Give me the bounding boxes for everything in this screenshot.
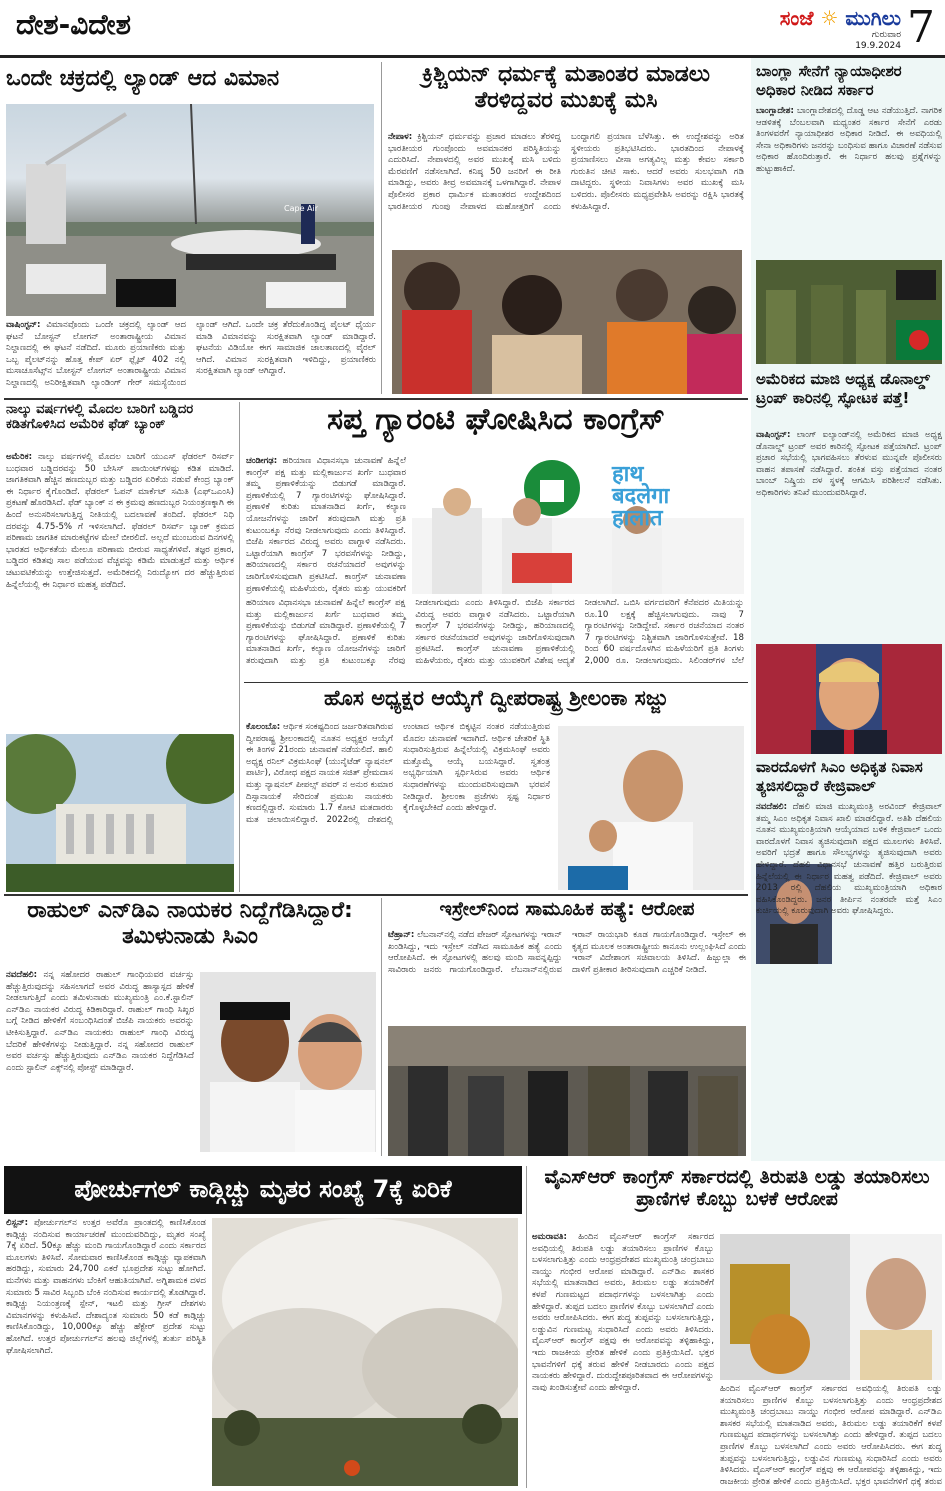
guarantee-body-left [246, 456, 406, 594]
plane-photo [6, 104, 374, 316]
trump-headline: ಅಮೆರಿಕದ ಮಾಜಿ ಅಧ್ಯಕ್ಷ ಡೊನಾಲ್ಡ್ ಟ್ರಂಪ್ ಕಾರಿನಲ್ಲಿ ಸ್ಫೋಟಕ ಪತ್ತೆ! [756, 370, 930, 407]
israel-text: ಲೆಬನಾನ್‌ನಲ್ಲಿ ನಡೆದ ಪೇಜರ್ ಸ್ಫೋಟಗಳನ್ನು ಇರಾನ್ ಖಂಡಿಸಿದ್ದು, ಇದು ಇಸ್ರೇಲ್ ನಡೆಸಿದ ಸಾಮೂಹಿಕ ಹತ್ಯೆ ಎಂದು ಆರೋಪಿಸಿದೆ. ಈ ಸ್ಫೋಟಗಳಲ್ಲಿ ಹಲವು ಮಂದಿ ಸಾವನ್ನಪ್ಪಿದ್ದು ಸಾವಿರಾರು ಜನರು ಗಾಯಗೊಂಡಿದ್ದಾರೆ. ಲೆಬನಾನ್‌ನಲ್ಲಿರುವ ಇರಾನ್ ರಾಯಭಾರಿ ಕೂಡ ಗಾಯಗೊಂಡಿದ್ದಾರೆ. ಇಸ್ರೇಲ್ ಈ ಕೃತ್ಯದ ಮೂಲಕ ಅಂತಾರಾಷ್ಟ್ರೀಯ ಕಾನೂನು ಉಲ್ಲಂಘಿಸಿದೆ ಎಂದು ಇರಾನ್ ವಿದೇಶಾಂಗ ಸಚಿವಾಲಯ ತಿಳಿಸಿದೆ. ಹಿಜ್ಬುಲ್ಲಾ ಈ ದಾಳಿಗೆ ಪ್ರತೀಕಾರ ತೀರಿಸುವುದಾಗಿ ಎಚ್ಚರಿಕೆ ನೀಡಿದೆ. [388, 930, 746, 975]
wildfire-photo [212, 1218, 518, 1486]
israel-body [388, 930, 746, 1022]
congress-banner-text [612, 464, 669, 530]
issue-day: ಗುರುವಾರ [871, 30, 901, 40]
bangla-headline-box [756, 62, 942, 104]
srilanka-headline: ಹೊಸ ಅಧ್ಯಕ್ಷರ ಆಯ್ಕೆಗೆ ದ್ವೀಪರಾಷ್ಟ್ರ ಶ್ರೀಲಂಕಾ ಸಜ್ಜು [323, 686, 669, 710]
trump-photo [756, 644, 942, 754]
trump-headline-box [756, 370, 942, 428]
rahul-headline-box [6, 898, 374, 968]
trump-dateline: ವಾಷಿಂಗ್ಟನ್: [756, 430, 791, 440]
section-rule [244, 682, 748, 683]
portugal-headline-box [4, 1166, 522, 1214]
fed-building-photo [6, 734, 234, 892]
fed-headline-box [6, 402, 234, 450]
column-rule [239, 402, 240, 892]
stalin-rahul-photo [200, 972, 376, 1152]
guarantee-body-lower [246, 598, 744, 678]
tirupati-headline: ವೈಎಸ್‌ಆರ್ ಕಾಂಗ್ರೆಸ್ ಸರ್ಕಾರದಲ್ಲಿ ತಿರುಪತಿ ಲಡ್ಡು ತಯಾರಿಸಲು ಪ್ರಾಣಿಗಳ ಕೊಬ್ಬು ಬಳಕೆ ಆರೋಪ [544, 1166, 930, 1211]
plane-body [6, 320, 376, 392]
bangla-headline: ಬಾಂಗ್ಲಾ ಸೇನೆಗೆ ನ್ಯಾಯಾಧೀಶರ ಅಧಿಕಾರ ನೀಡಿದ ಸರ್ಕಾರ [756, 62, 902, 99]
brand-name-b: ಮುಗಿಲು [845, 6, 901, 30]
section-rule [4, 398, 748, 400]
guarantee-headline-box [246, 402, 746, 454]
fed-headline: ನಾಲ್ಕು ವರ್ಷಗಳಲ್ಲಿ ಮೊದಲ ಬಾರಿಗೆ ಬಡ್ಡಿದರ ಕಡಿತಗೊಳಿಸಿದ ಅಮೆರಿಕ ಫೆಡ್ ಬ್ಯಾಂಕ್ [6, 402, 194, 433]
kejri-headline-box [756, 758, 942, 800]
section-title: ದೇಶ-ವಿದೇಶ [16, 8, 131, 41]
christian-dateline: ನೇಪಾಳ: [388, 132, 413, 142]
tirupati-body-lower [720, 1384, 942, 1488]
page-number: 7 [907, 2, 935, 53]
guarantee-headline: ಸಪ್ತ ಗ್ಯಾರಂಟಿ ಘೋಷಿಸಿದ ಕಾಂಗ್ರೆಸ್ [327, 402, 665, 437]
portugal-body [6, 1218, 206, 1486]
christian-body [388, 132, 744, 248]
lebanon-blast-photo [388, 1026, 746, 1156]
nepal-protest-photo [392, 250, 742, 394]
guarantee-text: ಹರಿಯಾಣ ವಿಧಾನಸಭಾ ಚುನಾವಣೆ ಹಿನ್ನೆಲೆ ಕಾಂಗ್ರೆಸ್ ಪಕ್ಷ ಮತ್ತು ಮಲ್ಲಿಕಾರ್ಜುನ ಖರ್ಗೆ ಬುಧವಾರ ತಮ್ಮ ಪ್ರಣಾಳಿಕೆಯನ್ನು ಬಿಡುಗಡೆ ಮಾಡಿದ್ದಾರೆ. ಪ್ರಣಾಳಿಕೆಯಲ್ಲಿ 7 ಗ್ಯಾರಂಟಿಗಳನ್ನು ಘೋಷಿಸಿದ್ದಾರೆ. ಪ್ರಣಾಳಿಕೆ ಕುರಿತು ಮಾತನಾಡಿದ ಖರ್ಗೆ, ಕಲ್ಯಾಣ ಯೋಜನೆಗಳನ್ನು ಜಾರಿಗೆ ತರುವುದಾಗಿ ಮತ್ತು ಪ್ರತಿ ಕುಟುಂಬಕ್ಕೂ ನೆರವು ನೀಡಲಾಗುವುದು ಎಂದು ತಿಳಿಸಿದ್ದಾರೆ. ಬಿಜೆಪಿ ಸರ್ಕಾರದ ವಿರುದ್ಧ ಅವರು ವಾಗ್ದಾಳಿ ನಡೆಸಿದರು. ಒಟ್ಟಾರೆಯಾಗಿ ಕಾಂಗ್ರೆಸ್ 7 ಭರವಸೆಗಳನ್ನು ನೀಡಿದ್ದು, ಹರಿಯಾಣದಲ್ಲಿ ಸರ್ಕಾರ ರಚನೆಯಾದರೆ ಅವುಗಳನ್ನು ಜಾರಿಗೊಳಿಸುವುದಾಗಿ ಪ್ರಕಟಿಸಿದೆ. ಕಾಂಗ್ರೆಸ್ ಚುನಾವಣಾ ಪ್ರಣಾಳಿಕೆಯಲ್ಲಿ ಮಹಿಳೆಯರು, ರೈತರು ಮತ್ತು ಯುವಕರಿಗೆ [246, 456, 406, 594]
srilanka-headline-box [246, 686, 746, 720]
israel-headline: ಇಸ್ರೇಲ್‌ನಿಂದ ಸಾಮೂಹಿಕ ಹತ್ಯೆ: ಆರೋಪ [439, 898, 695, 920]
section-rule [4, 894, 748, 896]
banner-line-1: हाथ [612, 462, 644, 487]
fed-body [6, 452, 234, 730]
tirupati-text: ಹಿಂದಿನ ವೈಎಸ್‌ಆರ್ ಕಾಂಗ್ರೆಸ್ ಸರ್ಕಾರದ ಅವಧಿಯಲ್ಲಿ ತಿರುಪತಿ ಲಡ್ಡು ತಯಾರಿಸಲು ಪ್ರಾಣಿಗಳ ಕೊಬ್ಬು ಬಳಸಲಾಗುತ್ತಿತ್ತು ಎಂದು ಆಂಧ್ರಪ್ರದೇಶದ ಮುಖ್ಯಮಂತ್ರಿ ಚಂದ್ರಬಾಬು ನಾಯ್ಡು ಗಂಭೀರ ಆರೋಪ ಮಾಡಿದ್ದಾರೆ. ಎನ್‌ಡಿಎ ಶಾಸಕರ ಸಭೆಯಲ್ಲಿ ಮಾತನಾಡಿದ ಅವರು, ತಿರುಮಲ ಲಡ್ಡು ತಯಾರಿಕೆಗೆ ಕಳಪೆ ಗುಣಮಟ್ಟದ ಪದಾರ್ಥಗಳನ್ನು ಬಳಸಲಾಗಿತ್ತು ಎಂದು ಹೇಳಿದ್ದಾರೆ. ತುಪ್ಪದ ಬದಲು ಪ್ರಾಣಿಗಳ ಕೊಬ್ಬು ಬಳಸಲಾಗಿದೆ ಎಂದು ಅವರು ಆರೋಪಿಸಿದರು. ಈಗ ಶುದ್ಧ ತುಪ್ಪವನ್ನು ಬಳಸಲಾಗುತ್ತಿದ್ದು, ಲಡ್ಡುವಿನ ಗುಣಮಟ್ಟ ಸುಧಾರಿಸಿದೆ ಎಂದು ಅವರು ತಿಳಿಸಿದರು. ವೈಎಸ್‌ಆರ್ ಕಾಂಗ್ರೆಸ್ ಪಕ್ಷವು ಈ ಆರೋಪವನ್ನು ತಳ್ಳಿಹಾಕಿದ್ದು, ಇದು ರಾಜಕೀಯ ಪ್ರೇರಿತ ಹೇಳಿಕೆ ಎಂದು ಪ್ರತಿಕ್ರಿಯಿಸಿದೆ. ಭಕ್ತರ ಭಾವನೆಗಳಿಗೆ ಧಕ್ಕೆ ತರುವ ಹೇಳಿಕೆ ನೀಡಬಾರದು ಎಂದು ಪಕ್ಷದ ನಾಯಕರು ಹೇಳಿದ್ದಾರೆ. ದುರುದ್ದೇಶಪೂರಿತವಾದ ಈ ಆರೋಪಗಳನ್ನು ನಾವು ಖಂಡಿಸುತ್ತೇವೆ ಎಂದು ಹೇಳಿದ್ದಾರೆ. [532, 1232, 714, 1393]
portugal-text: ಪೋರ್ಚುಗಲ್‌ನ ಉತ್ತರ ಅವೆರೊ ಪ್ರಾಂತದಲ್ಲಿ ಕಾಣಿಸಿಕೊಂಡ ಕಾಡ್ಗಿಚ್ಚು ನಂದಿಸುವ ಕಾರ್ಯಾಚರಣೆ ಮುಂದುವರಿದಿದ್ದು, ಮೃತರ ಸಂಖ್ಯೆ 7ಕ್ಕೆ ಏರಿದೆ. 50ಕ್ಕೂ ಹೆಚ್ಚು ಮಂದಿ ಗಾಯಗೊಂಡಿದ್ದಾರೆ ಎಂದು ಸರ್ಕಾರದ ಮೂಲಗಳು ತಿಳಿಸಿವೆ. ಸೋಮವಾರ ಕಾಣಿಸಿಕೊಂಡ ಕಾಡ್ಗಿಚ್ಚು ವ್ಯಾಪಕವಾಗಿ ಹರಡಿದ್ದು, ಸುಮಾರು 24,700 ಎಕರೆ ಭೂಪ್ರದೇಶ ಸುಟ್ಟು ಹೋಗಿದೆ. ಮನೆಗಳು ಮತ್ತು ವಾಹನಗಳು ಬೆಂಕಿಗೆ ಆಹುತಿಯಾಗಿವೆ. ಅಗ್ನಿಶಾಮಕ ದಳದ ಸುಮಾರು 5 ಸಾವಿರ ಸಿಬ್ಬಂದಿ ಬೆಂಕಿ ನಂದಿಸುವ ಕಾರ್ಯದಲ್ಲಿ ತೊಡಗಿದ್ದಾರೆ. ಕಾಡ್ಗಿಚ್ಚು ನಿಯಂತ್ರಣಕ್ಕೆ ಸ್ಪೇನ್, ಇಟಲಿ ಮತ್ತು ಗ್ರೀಸ್ ದೇಶಗಳು ವಿಮಾನಗಳನ್ನು ಕಳುಹಿಸಿವೆ. ದೇಶಾದ್ಯಂತ ಸುಮಾರು 50 ಕಡೆ ಕಾಡ್ಗಿಚ್ಚು ಕಾಣಿಸಿಕೊಂಡಿದ್ದು, 10,000ಕ್ಕೂ ಹೆಚ್ಚು ಹೆಕ್ಟೇರ್ ಪ್ರದೇಶ ಸುಟ್ಟು ಹೋಗಿದೆ. ಉತ್ತರ ಪೋರ್ಚುಗಲ್‌ನ ಹಲವು ಜಿಲ್ಲೆಗಳಲ್ಲಿ ತುರ್ತು ಪರಿಸ್ಥಿತಿ ಘೋಷಿಸಲಾಗಿದೆ. [6, 1218, 206, 1356]
portugal-dateline: ಲಿಸ್ಬನ್: [6, 1218, 29, 1228]
christian-text: ಕ್ರಿಶ್ಚಿಯನ್ ಧರ್ಮವನ್ನು ಪ್ರಚಾರ ಮಾಡಲು ತೆರಳಿದ್ದ ಭಾರತೀಯರ ಗುಂಪೊಂದು ಅವಮಾನಕರ ಪರಿಸ್ಥಿತಿಯನ್ನು ಎದುರಿಸಿದೆ. ನೇಪಾಳದಲ್ಲಿ ಅವರ ಮುಖಕ್ಕೆ ಮಸಿ ಬಳಿದು ಮೆರವಣಿಗೆ ನಡೆಸಲಾಗಿದೆ. ಕನಿಷ್ಠ 50 ಜನರಿಗೆ ಈ ರೀತಿ ಮಾಡಿದ್ದು, ಅವರು ತೀವ್ರ ಅವಮಾನಕ್ಕೆ ಒಳಗಾಗಿದ್ದಾರೆ. ನೇಪಾಳ ಪೊಲೀಸರ ಪ್ರಕಾರ ಧಾರ್ಮಿಕ ಮತಾಂತರದ ಉದ್ದೇಶದಿಂದ ಭಾರತೀಯರ ಗುಂಪು ನೇಪಾಳದ ಮಹೋತ್ತರಿಗೆ ಎಂದು ಬಂದ್ದಾಗಲಿ ಪ್ರಯಾಣ ಬೆಳೆಸಿತ್ತು. ಈ ಉದ್ದೇಶವನ್ನು ಅರಿತ ಸ್ಥಳೀಯರು ಪ್ರತಿಭಟಿಸಿದರು. ಭಾರತದಿಂದ ನೇಪಾಳಕ್ಕೆ ಪ್ರಯಾಣಿಸಲು ವೀಸಾ ಅಗತ್ಯವಿಲ್ಲ ಮತ್ತು ಕೇವಲ ಸರ್ಕಾರಿ ಗುರುತಿನ ಚೀಟಿ ಸಾಕು. ಆದರೆ ಅವರು ಸುಲಭವಾಗಿ ಗಡಿ ದಾಟಿದ್ದರು. ಸ್ಥಳೀಯ ನಿವಾಸಿಗಳು ಅವರ ಮುಖಕ್ಕೆ ಮಸಿ ಬಳಿದರು. ಪೊಲೀಸರು ಮಧ್ಯಪ್ರವೇಶಿಸಿ ಅವರನ್ನು ರಕ್ಷಿಸಿ ಭಾರತಕ್ಕೆ ಕಳುಹಿಸಿದ್ದಾರೆ. [388, 132, 744, 212]
bangla-army-photo [756, 260, 942, 364]
fed-dateline: ಅಮೆರಿಕ: [6, 452, 33, 462]
congress-manifesto-photo [412, 458, 744, 594]
plane-tail-sign: Cape Air [284, 204, 319, 213]
masthead [0, 0, 945, 58]
srilanka-dateline: ಕೊಲಂಬೊ: [246, 722, 281, 732]
tirupati-body [532, 1232, 714, 1488]
christian-headline-box [388, 62, 744, 132]
brand-name-a: ಸಂಜೆ [779, 6, 814, 30]
kejri-body [756, 802, 942, 1158]
bangla-dateline: ಬಾಂಗ್ಲಾದೇಶ: [756, 106, 794, 116]
srilanka-body [246, 722, 550, 890]
plane-headline: ಒಂದೇ ಚಕ್ರದಲ್ಲಿ ಲ್ಯಾಂಡ್ ಆದ ವಿಮಾನ [6, 66, 280, 91]
kejri-text: ದೆಹಲಿ ಮಾಜಿ ಮುಖ್ಯಮಂತ್ರಿ ಅರವಿಂದ್ ಕೇಜ್ರಿವಾಲ್ ತಮ್ಮ ಸಿಎಂ ಅಧಿಕೃತ ನಿವಾಸ ಖಾಲಿ ಮಾಡಲಿದ್ದಾರೆ. ಅತಿಶಿ ದೆಹಲಿಯ ನೂತನ ಮುಖ್ಯಮಂತ್ರಿಯಾಗಿ ಆಯ್ಕೆಯಾದ ಬಳಿಕ ಕೇಜ್ರಿವಾಲ್ ಒಂದು ವಾರದೊಳಗೆ ನಿವಾಸ ತ್ಯಜಿಸುವುದಾಗಿ ಪಕ್ಷದ ಮೂಲಗಳು ತಿಳಿಸಿವೆ. ಅವರಿಗೆ ಭದ್ರತೆ ಹಾಗೂ ಸೌಲಭ್ಯಗಳನ್ನು ತ್ಯಜಿಸುವುದಾಗಿ ಅವರು ಹೇಳಿದ್ದಾರೆ. ದೆಹಲಿ ವಿಧಾನಸಭೆ ಚುನಾವಣೆ ಹತ್ತಿರ ಬರುತ್ತಿರುವ ಹಿನ್ನೆಲೆಯಲ್ಲಿ ಈ ನಿರ್ಧಾರ ಮಹತ್ವ ಪಡೆದಿದೆ. ಕೇಜ್ರಿವಾಲ್ ಅವರು 2013 ರಲ್ಲಿ ದೆಹಲಿಯ ಮುಖ್ಯಮಂತ್ರಿಯಾಗಿ ಅಧಿಕಾರ ವಹಿಸಿಕೊಂಡಿದ್ದರು. ಜನರ ತೀರ್ಪಿನ ನಂತರವೇ ಮತ್ತೆ ಸಿಎಂ ಕುರ್ಚಿಯಲ್ಲಿ ಕೂರುವುದಾಗಿ ಅವರು ಘೋಷಿಸಿದ್ದರು. [756, 802, 942, 917]
srilanka-text: ಆರ್ಥಿಕ ಸಂಕಷ್ಟದಿಂದ ಜರ್ಜರಿತವಾಗಿರುವ ದ್ವೀಪರಾಷ್ಟ್ರ ಶ್ರೀಲಂಕಾದಲ್ಲಿ ನೂತನ ಅಧ್ಯಕ್ಷರ ಆಯ್ಕೆಗೆ ಈ ತಿಂಗಳ 21ರಂದು ಚುನಾವಣೆ ನಡೆಯಲಿದೆ. ಹಾಲಿ ಅಧ್ಯಕ್ಷ ರನಿಲ್ ವಿಕ್ರಮಸಿಂಘೆ (ಯುನೈಟೆಡ್ ನ್ಯಾಷನಲ್ ಪಾರ್ಟಿ), ವಿರೋಧ ಪಕ್ಷದ ನಾಯಕ ಸಜಿತ್ ಪ್ರೇಮದಾಸ ಮತ್ತು ನ್ಯಾಷನಲ್ ಪೀಪಲ್ಸ್ ಪವರ್ ನ ಅನುರ ಕುಮಾರ ದಿಸ್ಸಾನಾಯಕೆ ಸೇರಿದಂತೆ ಪ್ರಮುಖ ನಾಯಕರು ಕಣದಲ್ಲಿದ್ದಾರೆ. ಸುಮಾರು 1.7 ಕೋಟಿ ಮತದಾರರು ಮತ ಚಲಾಯಿಸಲಿದ್ದಾರೆ. 2022ರಲ್ಲಿ ದೇಶದಲ್ಲಿ ಉಂಟಾದ ಆರ್ಥಿಕ ಬಿಕ್ಕಟ್ಟಿನ ನಂತರ ನಡೆಯುತ್ತಿರುವ ಮೊದಲ ಚುನಾವಣೆ ಇದಾಗಿದೆ. ಆರ್ಥಿಕ ಚೇತರಿಕೆ ಸ್ಥಿತಿ ಸುಧಾರಿಸುತ್ತಿರುವ ಹಿನ್ನೆಲೆಯಲ್ಲಿ ವಿಕ್ರಮಸಿಂಘೆ ಅವರು ಮತ್ತೊಮ್ಮೆ ಆಯ್ಕೆ ಬಯಸಿದ್ದಾರೆ. ಸ್ವತಂತ್ರ ಅಭ್ಯರ್ಥಿಯಾಗಿ ಸ್ಪರ್ಧಿಸಿರುವ ಅವರು ಆರ್ಥಿಕ ಸುಧಾರಣೆಗಳನ್ನು ಮುಂದುವರಿಸುವುದಾಗಿ ಭರವಸೆ ನೀಡಿದ್ದಾರೆ. ಶ್ರೀಲಂಕಾ ಪ್ರಜೆಗಳು ಸ್ಪಷ್ಟ ನಿರ್ಧಾರ ಕೈಗೊಳ್ಳಬೇಕಿದೆ ಎಂದು ಹೇಳಿದ್ದಾರೆ. [246, 722, 550, 825]
guarantee-text-lower: ಹರಿಯಾಣ ವಿಧಾನಸಭಾ ಚುನಾವಣೆ ಹಿನ್ನೆಲೆ ಕಾಂಗ್ರೆಸ್ ಪಕ್ಷ ಮತ್ತು ಮಲ್ಲಿಕಾರ್ಜುನ ಖರ್ಗೆ ಬುಧವಾರ ತಮ್ಮ ಪ್ರಣಾಳಿಕೆಯನ್ನು ಬಿಡುಗಡೆ ಮಾಡಿದ್ದಾರೆ. ಪ್ರಣಾಳಿಕೆಯಲ್ಲಿ 7 ಗ್ಯಾರಂಟಿಗಳನ್ನು ಘೋಷಿಸಿದ್ದಾರೆ. ಪ್ರಣಾಳಿಕೆ ಕುರಿತು ಮಾತನಾಡಿದ ಖರ್ಗೆ, ಕಲ್ಯಾಣ ಯೋಜನೆಗಳನ್ನು ಜಾರಿಗೆ ತರುವುದಾಗಿ ಮತ್ತು ಪ್ರತಿ ಕುಟುಂಬಕ್ಕೂ ನೆರವು ನೀಡಲಾಗುವುದು ಎಂದು ತಿಳಿಸಿದ್ದಾರೆ. ಬಿಜೆಪಿ ಸರ್ಕಾರದ ವಿರುದ್ಧ ಅವರು ವಾಗ್ದಾಳಿ ನಡೆಸಿದರು. ಒಟ್ಟಾರೆಯಾಗಿ ಕಾಂಗ್ರೆಸ್ 7 ಭರವಸೆಗಳನ್ನು ನೀಡಿದ್ದು, ಹರಿಯಾಣದಲ್ಲಿ ಸರ್ಕಾರ ರಚನೆಯಾದರೆ ಅವುಗಳನ್ನು ಜಾರಿಗೊಳಿಸುವುದಾಗಿ ಪ್ರಕಟಿಸಿದೆ. ಕಾಂಗ್ರೆಸ್ ಚುನಾವಣಾ ಪ್ರಣಾಳಿಕೆಯಲ್ಲಿ ಮಹಿಳೆಯರು, ರೈತರು ಮತ್ತು ಯುವಕರಿಗೆ ವಿಶೇಷ ಆದ್ಯತೆ ನೀಡಲಾಗಿದೆ. ಒಬಿಸಿ ವರ್ಗದವರಿಗೆ ಕೆನೆಪದರ ಮಿತಿಯನ್ನು ರೂ.10 ಲಕ್ಷಕ್ಕೆ ಹೆಚ್ಚಿಸಲಾಗುವುದು. ನಾವು 7 ಗ್ಯಾರಂಟಿಗಳನ್ನು ನೀಡಿದ್ದೇವೆ. ಸರ್ಕಾರ ರಚನೆಯಾದ ನಂತರ 7 ಗ್ಯಾರಂಟಿಗಳನ್ನು ನಿಶ್ಚಿತವಾಗಿ ಜಾರಿಗೊಳಿಸುತ್ತೇವೆ. 18 ರಿಂದ 60 ವರ್ಷದೊಳಗಿನ ಮಹಿಳೆಯರಿಗೆ ಪ್ರತಿ ತಿಂಗಳು 2,000 ರೂ. ನೀಡಲಾಗುವುದು. ಸಿಲಿಂಡರ್‌ಗಳ ಬೆಲೆ [246, 598, 744, 666]
plane-dateline: ವಾಷಿಂಗ್ಟನ್: [6, 320, 41, 330]
guarantee-dateline: ಚಂಡೀಗಢ: [246, 456, 278, 466]
column-rule [526, 1166, 527, 1488]
bangla-body [756, 106, 942, 256]
trump-text: ಲಾಂಗ್ ಐಲ್ಯಾಂಡ್‌ನಲ್ಲಿ ಅಮೆರಿಕದ ಮಾಜಿ ಅಧ್ಯಕ್ಷ ಡೊನಾಲ್ಡ್ ಟ್ರಂಪ್ ಅವರ ಕಾರಿನಲ್ಲಿ ಸ್ಫೋಟಕ ಪತ್ತೆಯಾಗಿದೆ. ಟ್ರಂಪ್ ಪ್ರಚಾರ ಸಭೆಯಲ್ಲಿ ಭಾಗವಹಿಸಲು ತೆರಳುವ ಮುನ್ನವೇ ಪೊಲೀಸರು ವಾಹನ ತಪಾಸಣೆ ನಡೆಸಿದ್ದಾರೆ. ಶಂಕಿತ ವಸ್ತು ಪತ್ತೆಯಾದ ನಂತರ ಬಾಂಬ್ ನಿಷ್ಕ್ರಿಯ ದಳ ಸ್ಥಳಕ್ಕೆ ಆಗಮಿಸಿ ಪರಿಶೀಲನೆ ನಡೆಸಿತು. ಅಧಿಕಾರಿಗಳು ತನಿಖೆ ಮುಂದುವರಿಸಿದ್ದಾರೆ. [756, 430, 942, 498]
rahul-dateline: ನವದೆಹಲಿ: [6, 970, 38, 980]
column-rule [381, 898, 382, 1156]
rahul-text: ನನ್ನ ಸಹೋದರ ರಾಹುಲ್ ಗಾಂಧಿಯವರ ವರ್ಚಸ್ಸು ಹೆಚ್ಚುತ್ತಿರುವುದನ್ನು ಸಹಿಸಲಾಗದೆ ಅವರ ವಿರುದ್ಧ ಹಾಸ್ಯಾಸ್ಪದ ಹೇಳಿಕೆ ನೀಡಲಾಗುತ್ತಿದೆ ಎಂದು ತಮಿಳುನಾಡು ಮುಖ್ಯಮಂತ್ರಿ ಎಂ.ಕೆ.ಸ್ಟಾಲಿನ್ ಎನ್‌ಡಿಎ ನಾಯಕರ ವಿರುದ್ಧ ಕಿಡಿಕಾರಿದ್ದಾರೆ. ರಾಹುಲ್ ಗಾಂಧಿ ಸಿಖ್ಖರ ಬಗ್ಗೆ ನೀಡಿದ ಹೇಳಿಕೆಗೆ ಸಂಬಂಧಿಸಿದಂತೆ ಬಿಜೆಪಿ ನಾಯಕರು ಅವರನ್ನು ಟೀಕಿಸುತ್ತಿದ್ದಾರೆ. ಎನ್‌ಡಿಎ ನಾಯಕರು ರಾಹುಲ್ ಗಾಂಧಿ ವಿರುದ್ಧ ಬೆದರಿಕೆ ಹೇಳಿಕೆಗಳನ್ನು ನೀಡುತ್ತಿದ್ದಾರೆ. ನನ್ನ ಸಹೋದರ ರಾಹುಲ್ ಅವರ ವರ್ಚಸ್ಸು ಹೆಚ್ಚುತ್ತಿರುವುದು ಎನ್‌ಡಿಎ ನಾಯಕರ ನಿದ್ದೆಗೆಡಿಸಿದೆ ಎಂದು ಸ್ಟಾಲಿನ್ ಎಕ್ಸ್‌ನಲ್ಲಿ ಪೋಸ್ಟ್ ಮಾಡಿದ್ದಾರೆ. [6, 970, 194, 1073]
rahul-headline: ರಾಹುಲ್ ಎನ್‌ಡಿಎ ನಾಯಕರ ನಿದ್ದೆಗೆಡಿಸಿದ್ದಾರೆ: ತಮಿಳುನಾಡು ಸಿಎಂ [27, 898, 353, 949]
plane-text: ವಿಮಾನವೊಂದು ಒಂದೇ ಚಕ್ರದಲ್ಲಿ ಲ್ಯಾಂಡ್ ಆದ ಘಟನೆ ಬೋಸ್ಟನ್ ಲೋಗನ್ ಅಂತಾರಾಷ್ಟ್ರೀಯ ವಿಮಾನ ನಿಲ್ದಾಣದಲ್ಲಿ ಈ ಘಟನೆ ನಡೆದಿದೆ. ಮೂರು ಪ್ರಯಾಣಿಕರು ಮತ್ತು ಒಬ್ಬ ಪೈಲಟ್‌ನನ್ನು ಹೊತ್ತ ಕೇಪ್ ಏರ್ ಫ್ಲೈಟ್ 402 ನಲ್ಲಿ ಮಸಾಚೂಸೆಟ್ಸ್‌ನ ಬೋಸ್ಟನ್ ಲೋಗನ್ ಅಂತಾರಾಷ್ಟ್ರೀಯ ವಿಮಾನ ನಿಲ್ದಾಣದಲ್ಲಿ ಅನಿರೀಕ್ಷಿತವಾಗಿ ಲ್ಯಾಂಡಿಂಗ್ ಗೇರ್ ಸಮಸ್ಯೆಯಿಂದ ಲ್ಯಾಂಡ್ ಆಗಿದೆ. ಒಂದೇ ಚಕ್ರ ತೆರೆದುಕೊಂಡಿದ್ದ ಪೈಲಟ್ ಧೈರ್ಯ ಮಾಡಿ ವಿಮಾನವನ್ನು ಸುರಕ್ಷಿತವಾಗಿ ಲ್ಯಾಂಡ್ ಮಾಡಿದ್ದಾರೆ. ಘಟನೆಯ ವಿಡಿಯೋ ಈಗ ಸಾಮಾಜಿಕ ಜಾಲತಾಣದಲ್ಲಿ ವೈರಲ್ ಆಗಿದೆ. ವಿಮಾನ ಸುರಕ್ಷಿತವಾಗಿ ಇಳಿದಿದ್ದು, ಪ್ರಯಾಣಿಕರು ಸುರಕ್ಷಿತವಾಗಿ ಲ್ಯಾಂಡ್ ಆಗಿದ್ದಾರೆ. [6, 320, 376, 388]
kejri-dateline: ನವದೆಹಲಿ: [756, 802, 788, 812]
issue-date: 19.9.2024 [855, 41, 901, 51]
brand-logo [741, 6, 901, 52]
tirupati-laddu-photo [720, 1234, 942, 1380]
bangla-text: ಬಾಂಗ್ಲಾದೇಶದಲ್ಲಿ ದೊಡ್ಡ ಆಟ ನಡೆಯುತ್ತಿದೆ. ನಾಗರಿಕ ಆಡಳಿತಕ್ಕೆ ಬೆಂಬಲವಾಗಿ ಮಧ್ಯಂತರ ಸರ್ಕಾರ ಸೇನೆಗೆ ಎರಡು ತಿಂಗಳವರೆಗೆ ನ್ಯಾಯಾಧೀಶರ ಅಧಿಕಾರ ನೀಡಿದೆ. ಈ ಅವಧಿಯಲ್ಲಿ ಸೇನಾ ಅಧಿಕಾರಿಗಳು ಜನರನ್ನು ಬಂಧಿಸುವ ಹಾಗೂ ವಿಚಾರಣೆ ನಡೆಸುವ ಅಧಿಕಾರ ಹೊಂದಿರುತ್ತಾರೆ. ಈ ನಿರ್ಧಾರ ಹಲವು ಪ್ರಶ್ನೆಗಳನ್ನು ಹುಟ್ಟುಹಾಕಿದೆ. [756, 106, 942, 174]
tirupati-headline-box [532, 1166, 942, 1228]
portugal-headline: ಪೋರ್ಚುಗಲ್ ಕಾಡ್ಗಿಚ್ಚು ಮೃತರ ಸಂಖ್ಯೆ 7ಕ್ಕೆ ಏರಿಕೆ [74, 1175, 452, 1203]
israel-headline-box [388, 898, 746, 928]
plane-headline-box [6, 62, 376, 102]
column-rule [381, 62, 382, 394]
israel-dateline: ಟೆಹ್ರಾನ್: [388, 930, 415, 940]
sun-icon: ☼ [820, 6, 839, 30]
tirupati-dateline: ಅಮರಾವತಿ: [532, 1232, 567, 1242]
kejri-headline: ವಾರದೊಳಗೆ ಸಿಎಂ ಅಧಿಕೃತ ನಿವಾಸ ತ್ಯಜಿಸಲಿದ್ದಾರೆ ಕೇಜ್ರಿವಾಲ್ [756, 758, 923, 795]
christian-headline: ಕ್ರಿಶ್ಚಿಯನ್ ಧರ್ಮಕ್ಕೆ ಮತಾಂತರ ಮಾಡಲು ತೆರಳಿದ್ದವರ ಮುಖಕ್ಕೆ ಮಸಿ [421, 62, 711, 113]
banner-line-2: बदलेगा [612, 484, 670, 509]
trump-body [756, 430, 942, 640]
wickremesinghe-photo [558, 726, 744, 890]
fed-text: ನಾಲ್ಕು ವರ್ಷಗಳಲ್ಲಿ ಮೊದಲ ಬಾರಿಗೆ ಯುಎಸ್ ಫೆಡರಲ್ ರಿಸರ್ವ್ ಬುಧವಾರ ಬಡ್ಡಿದರವನ್ನು 50 ಬೇಸಿಸ್ ಪಾಯಿಂಟ್‌ಗಳಷ್ಟು ಕಡಿತ ಮಾಡಿದೆ. ಜಾಗತಿಕವಾಗಿ ಹೆಚ್ಚಿನ ಹಣದುಬ್ಬರ ಮತ್ತು ಬಡ್ಡಿದರ ಏರಿಕೆಯ ನಡುವೆ ಕೇಂದ್ರ ಬ್ಯಾಂಕ್ ಈ ನಿರ್ಧಾರ ಕೈಗೊಂಡಿದೆ. ಫೆಡರಲ್ ಓಪನ್ ಮಾರ್ಕೆಟ್ ಸಮಿತಿ (ಎಫ್‌ಒಎಂಸಿ) ಪ್ರಕಟಣೆ ಹೊರಡಿಸಿದೆ. ಫೆಡ್ ಬ್ಯಾಂಕ್ ನ ಈ ಕ್ರಮವು ಹಣದುಬ್ಬರ ನಿಯಂತ್ರಣಕ್ಕಾಗಿ ಈ ಹಿಂದೆ ಅನುಸರಿಸಲಾಗುತ್ತಿದ್ದ ನೀತಿಯಲ್ಲಿ ಬದಲಾವಣೆ ತಂದಿದೆ. ಫೆಡರಲ್ ನಿಧಿ ದರವನ್ನು 4.75-5% ಗೆ ಇಳಿಸಲಾಗಿದೆ. ಫೆಡರಲ್ ರಿಸರ್ವ್ ಬ್ಯಾಂಕ್ ಕ್ರಮದ ಪರಿಣಾಮ ಜಾಗತಿಕ ಮಾರುಕಟ್ಟೆಗಳ ಮೇಲೆ ಬೀರಲಿದೆ. ಅಲ್ಲದೆ ಮುಂಬರುವ ದಿನಗಳಲ್ಲಿ ಭಾರತದ ಆರ್ಥಿಕತೆಯ ಮೇಲೂ ಪರಿಣಾಮ ಬೀರುವ ಸಾಧ್ಯತೆಗಳಿವೆ. ತಜ್ಞರ ಪ್ರಕಾರ, ಬಡ್ಡಿದರ ಕಡಿತವು ಸಾಲ ಪಡೆಯುವ ವೆಚ್ಚವನ್ನು ಕಡಿಮೆ ಮಾಡುತ್ತದೆ ಮತ್ತು ಆರ್ಥಿಕ ಚಟುವಟಿಕೆಯನ್ನು ಉತ್ತೇಜಿಸುತ್ತದೆ. ಅಮೆರಿಕದಲ್ಲಿ ನಿರುದ್ಯೋಗ ದರ ಹೆಚ್ಚುತ್ತಿರುವ ಹಿನ್ನೆಲೆಯಲ್ಲಿ ಈ ನಿರ್ಧಾರ ಮಹತ್ವ ಪಡೆದಿದೆ. [6, 452, 234, 590]
tirupati-text-lower: ಹಿಂದಿನ ವೈಎಸ್‌ಆರ್ ಕಾಂಗ್ರೆಸ್ ಸರ್ಕಾರದ ಅವಧಿಯಲ್ಲಿ ತಿರುಪತಿ ಲಡ್ಡು ತಯಾರಿಸಲು ಪ್ರಾಣಿಗಳ ಕೊಬ್ಬು ಬಳಸಲಾಗುತ್ತಿತ್ತು ಎಂದು ಆಂಧ್ರಪ್ರದೇಶದ ಮುಖ್ಯಮಂತ್ರಿ ಚಂದ್ರಬಾಬು ನಾಯ್ಡು ಗಂಭೀರ ಆರೋಪ ಮಾಡಿದ್ದಾರೆ. ಎನ್‌ಡಿಎ ಶಾಸಕರ ಸಭೆಯಲ್ಲಿ ಮಾತನಾಡಿದ ಅವರು, ತಿರುಮಲ ಲಡ್ಡು ತಯಾರಿಕೆಗೆ ಕಳಪೆ ಗುಣಮಟ್ಟದ ಪದಾರ್ಥಗಳನ್ನು ಬಳಸಲಾಗಿತ್ತು ಎಂದು ಹೇಳಿದ್ದಾರೆ. ತುಪ್ಪದ ಬದಲು ಪ್ರಾಣಿಗಳ ಕೊಬ್ಬು ಬಳಸಲಾಗಿದೆ ಎಂದು ಅವರು ಆರೋಪಿಸಿದರು. ಈಗ ಶುದ್ಧ ತುಪ್ಪವನ್ನು ಬಳಸಲಾಗುತ್ತಿದ್ದು, ಲಡ್ಡುವಿನ ಗುಣಮಟ್ಟ ಸುಧಾರಿಸಿದೆ ಎಂದು ಅವರು ತಿಳಿಸಿದರು. ವೈಎಸ್‌ಆರ್ ಕಾಂಗ್ರೆಸ್ ಪಕ್ಷವು ಈ ಆರೋಪವನ್ನು ತಳ್ಳಿಹಾಕಿದ್ದು, ಇದು ರಾಜಕೀಯ ಪ್ರೇರಿತ ಹೇಳಿಕೆ ಎಂದು ಪ್ರತಿಕ್ರಿಯಿಸಿದೆ. ಭಕ್ತರ ಭಾವನೆಗಳಿಗೆ ಧಕ್ಕೆ ತರುವ [720, 1384, 942, 1487]
rahul-body [6, 970, 194, 1154]
banner-line-3: हालात [612, 506, 663, 531]
